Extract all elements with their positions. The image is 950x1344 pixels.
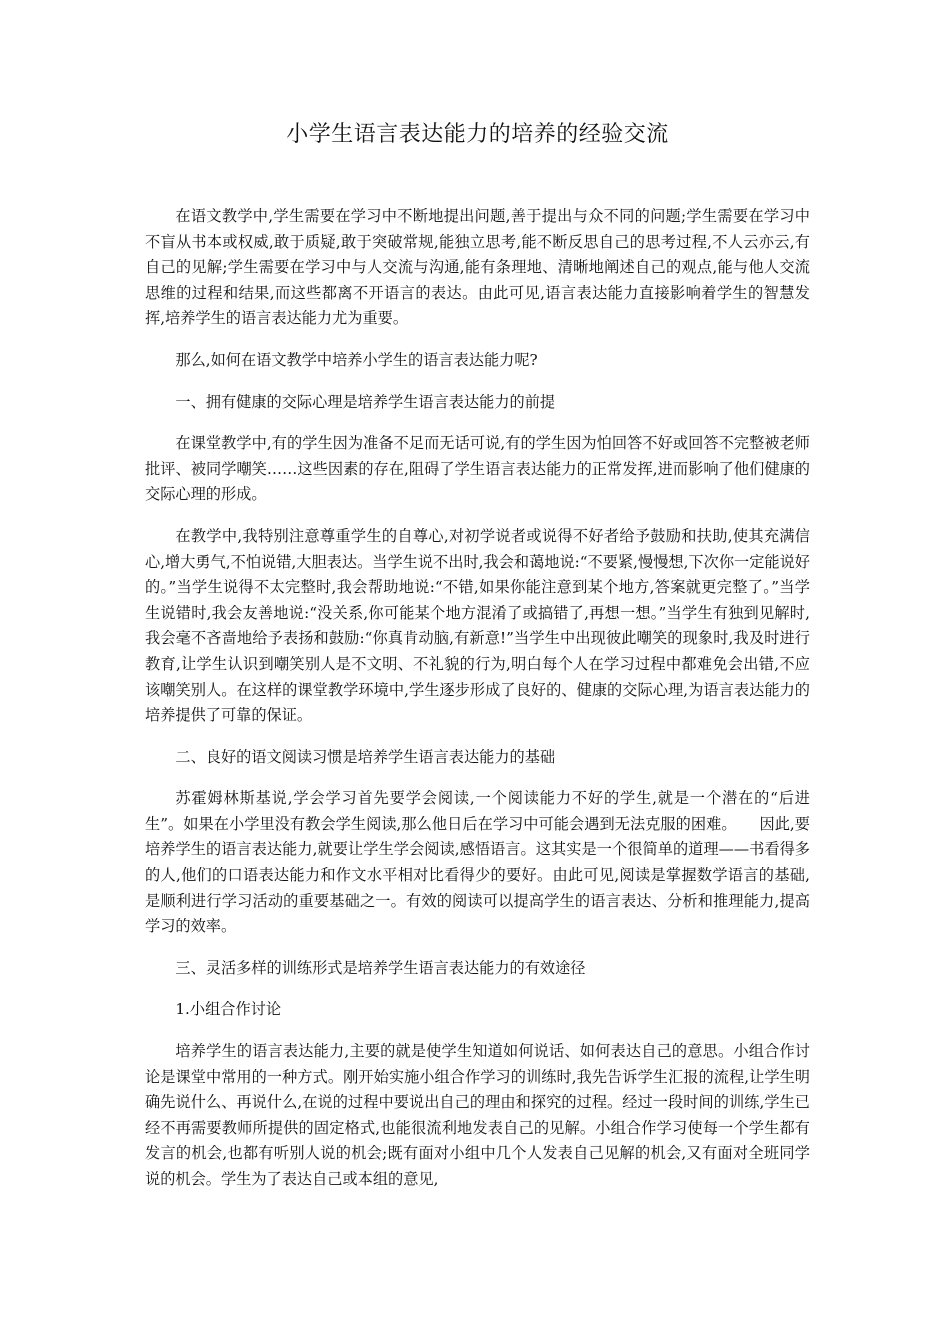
section-heading-3: 三、灵活多样的训练形式是培养学生语言表达能力的有效途径 xyxy=(175,958,586,977)
paragraph-section2: 苏霍姆林斯基说,学会学习首先要学会阅读,一个阅读能力不好的学生,就是一个潜在的“后进生”。如果在小学里没有教会学生阅读,那么他日后在学习中可能会遇到无法克服的困难。 因此,要培养学生的语言表达能力,就要让学生学会阅读,感悟语言。这其实是一个很简单的道理——书看得多的人,他们的口语表达能力和作文水平相对比看得少的要好。由此可见,阅读是掌握数学语言的基础,是顺利进行学习活动的重要基础之一。有效的阅读可以提高学生的语言表达、分析和推理能力,提高学习的效率。 xyxy=(145,789,810,936)
section-heading-2: 二、良好的语文阅读习惯是培养学生语言表达能力的基础 xyxy=(175,747,556,766)
document-body xyxy=(145,118,810,1209)
paragraph-section3-1: 培养学生的语言表达能力,主要的就是使学生知道如何说话、如何表达自己的意思。小组合作讨论是课堂中常用的一种方式。刚开始实施小组合作学习的训练时,我先告诉学生汇报的流程,让学生明确先说什么、再说什么,在说的过程中要说出自己的理由和探究的过程。经过一段时间的训练,学生已经不再需要教师所提供的固定格式,也能很流利地发表自己的见解。小组合作学习使每一个学生都有发言的机会,也都有听别人说的机会;既有面对小组中几个人发表自己见解的机会,又有面对全班同学说的机会。学生为了表达自己或本组的意见, xyxy=(145,1042,810,1188)
section-heading-1: 一、拥有健康的交际心理是培养学生语言表达能力的前提 xyxy=(175,392,556,411)
paragraph-question: 那么,如何在语文教学中培养小学生的语言表达能力呢? xyxy=(175,350,538,369)
document-title: 小学生语言表达能力的培养的经验交流 xyxy=(286,122,669,147)
paragraph-section1-a: 在课堂教学中,有的学生因为准备不足而无话可说,有的学生因为怕回答不好或回答不完整被老师批评、被同学嘲笑……这些因素的存在,阻碍了学生语言表达能力的正常发挥,进而影响了他们健康的交际心理的形成。 xyxy=(145,434,810,504)
subsection-heading-3-1: 1.小组合作讨论 xyxy=(175,1000,282,1019)
paragraph-section1-b: 在教学中,我特别注意尊重学生的自尊心,对初学说者或说得不好者给予鼓励和扶助,使其充满信心,增大勇气,不怕说错,大胆表达。当学生说不出时,我会和蔼地说:“不要紧,慢慢想,下次你一定能说好的。”当学生说得不太完整时,我会帮助地说:“不错,如果你能注意到某个地方,答案就更完整了。”当学生说错时,我会友善地说:“没关系,你可能某个地方混淆了或搞错了,再想一想。”当学生有独到见解时,我会毫不吝啬地给予表扬和鼓励:“你真肯动脑,有新意!”当学生中出现彼此嘲笑的现象时,我及时进行教育,让学生认识到嘲笑别人是不文明、不礼貌的行为,明白每个人在学习过程中都难免会出错,不应该嘲笑别人。在这样的课堂教学环境中,学生逐步形成了良好的、健康的交际心理,为语言表达能力的培养提供了可靠的保证。 xyxy=(145,526,810,725)
paragraph-intro: 在语文教学中,学生需要在学习中不断地提出问题,善于提出与众不同的问题;学生需要在学习中不盲从书本或权威,敢于质疑,敢于突破常规,能独立思考,能不断反思自己的思考过程,不人云亦云,有自己的见解;学生需要在学习中与人交流与沟通,能有条理地、清晰地阐述自己的观点,能与他人交流思维的过程和结果,而这些都离不开语言的表达。由此可见,语言表达能力直接影响着学生的智慧发挥,培养学生的语言表达能力尤为重要。 xyxy=(145,207,810,328)
